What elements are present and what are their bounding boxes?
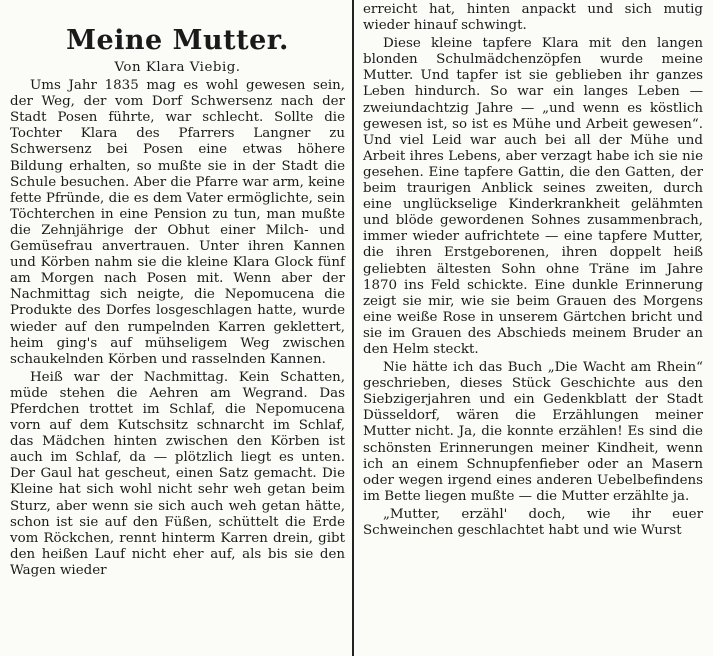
article-byline: Von Klara Viebig. [114, 60, 241, 75]
paragraph-1: Ums Jahr 1835 mag es wohl gewesen sein, der Weg, der vom Dorf Schwersenz nach der Stadt Posen führte, war schlecht. Sollte die Tochter Klara des Pfarrers Langner zu Schwersenz bei Posen eine etwas höhere Bildung erhalten, so mußte sie in der Stadt die Schule besuchen. Aber die Pfarre war arm, keine fette Pfründe, die es dem Vater ermöglichte, sein Töchterchen in eine Pension zu tun, man mußte die Zehnjährige der Obhut einer Milch- und Gemüsefrau anvertrauen. Unter ihren Kannen und Körben nahm sie die kleine Klara Glock fünf am Morgen nach Posen mit. Wenn aber der Nachmittag sich neigte, die Nepomucena die Produkte des Dorfes losgeschlagen hatte, wurde wieder auf den rumpelnden Karren geklettert, heim ging's auf mühseligem Weg zwischen schaukelnden Körben und rasselnden Kannen. [10, 78, 345, 367]
left-column [8, 0, 353, 656]
right-column [353, 0, 705, 656]
paragraph-4: Nie hätte ich das Buch „Die Wacht am Rhein“ geschrieben, dieses Stück Geschichte aus den Siebzigerjahren und ein Gedenkblatt der Stadt Düsseldorf, wären die Erzählungen meiner Mutter nicht. Ja, die konnte erzählen! Es sind die schönsten Erinnerungen meiner Kindheit, wenn ich an einem Schnupfenfieber oder an Masern oder wegen irgend eines anderen Uebelbefindens im Bette liegen mußte — die Mutter erzählte ja. [363, 360, 703, 504]
paragraph-5: „Mutter, erzähl' doch, wie ihr euer Schweinchen geschlachtet habt und wie Wurst [363, 506, 703, 538]
paragraph-2-continued: erreicht hat, hinten anpackt und sich mutig wieder hinauf schwingt. [363, 2, 703, 34]
paragraph-3: Diese kleine tapfere Klara mit den langen blonden Schulmädchenzöpfen wurde meine Mutter. Und tapfer ist sie geblieben ihr ganzes Leben hindurch. So war ein langes Leben — zweiundachtzig Jahre — „und wenn es köstlich gewesen ist, so ist es Mühe und Arbeit gewesen“. Und viel Leid war auch bei all der Mühe und Arbeit ihres Lebens, aber verzagt habe ich sie nie gesehen. Eine tapfere Gattin, die den Gatten, der beim traurigen Anblick seines zweiten, durch eine unglückselige Kinderkrankheit gelähmten und blöde gewordenen Sohnes zusammenbrach, immer wieder aufrichtete — eine tapfere Mutter, die ihren Erstgeborenen, ihren doppelt heiß geliebten ältesten Sohn ohne Träne im Jahre 1870 ins Feld schickte. Eine dunkle Erinnerung zeigt sie mir, wie sie beim Grauen des Morgens eine weiße Rose in unserem Gärtchen bricht und sie im Grauen des Abschieds meinem Bruder an den Helm steckt. [363, 36, 703, 357]
column-divider [352, 0, 354, 656]
paragraph-2: Heiß war der Nachmittag. Kein Schatten, müde stehen die Aehren am Wegrand. Das Pferdchen trottet im Schlaf, die Nepomucena vorn auf dem Kutschsitz schnarcht im Schlaf, das Mädchen hinten zwischen den Körben ist auch im Schlaf, da — plötzlich liegt es unten. Der Gaul hat gescheut, einen Satz gemacht. Die Kleine hat sich wohl nicht sehr weh getan beim Sturz, aber wenn sie sich auch weh getan hätte, schon ist sie auf den Füßen, schüttelt die Erde vom Röckchen, rennt hinterm Karren drein, gibt den heißen Lauf nicht eher auf, als bis sie den Wagen wieder [10, 369, 345, 578]
article-title: Meine Mutter. [66, 25, 289, 56]
